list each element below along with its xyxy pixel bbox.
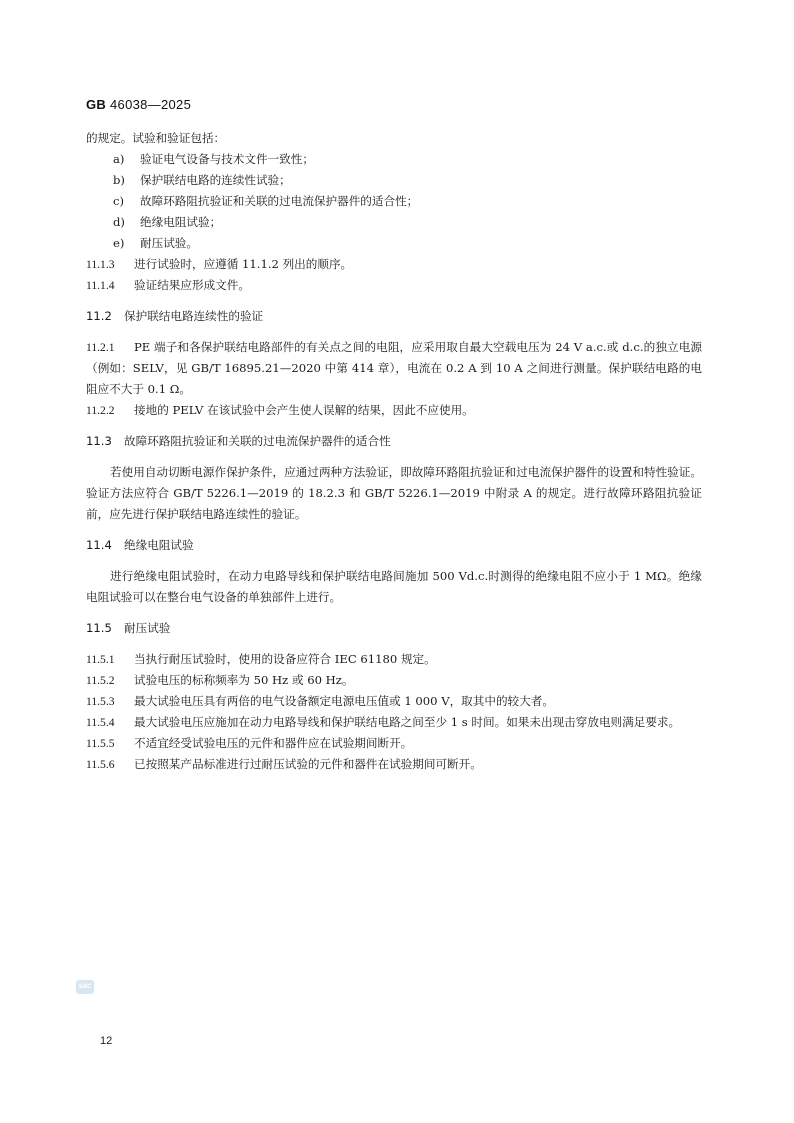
clause-text: 试验电压的标称频率为 50 Hz 或 60 Hz。 — [134, 673, 354, 687]
clause-text: 接地的 PELV 在该试验中会产生使人误解的结果，因此不应使用。 — [134, 403, 474, 417]
standard-prefix: GB — [86, 97, 107, 112]
section-number: 11.2 — [86, 309, 112, 323]
list-item — [86, 212, 702, 233]
list-item-label: d) — [113, 215, 125, 229]
section-title: 保护联结电路连续性的验证 — [124, 309, 264, 323]
clause-11-1-4 — [86, 275, 702, 296]
clause-11-5-6 — [86, 754, 702, 775]
clause-11-5-3 — [86, 691, 702, 712]
standard-number: 46038—2025 — [110, 97, 192, 112]
list-item-text: 耐压试验。 — [140, 236, 198, 250]
document-body — [86, 128, 702, 775]
section-title: 故障环路阻抗验证和关联的过电流保护器件的适合性 — [124, 434, 391, 448]
section-title: 绝缘电阻试验 — [124, 538, 194, 552]
clause-number: 11.5.3 — [86, 695, 115, 708]
clause-text: 进行试验时，应遵循 11.1.2 列出的顺序。 — [134, 257, 353, 271]
list-item-text: 保护联结电路的连续性试验； — [140, 173, 291, 187]
section-11-3-paragraph: 若使用自动切断电源作保护条件，应通过两种方法验证，即故障环路阻抗验证和过电流保护器件的设置和特性验证。验证方法应符合 GB/T 5226.1—2019 的 18.2.3 和 GB/T 5226.1—2019 中附录 A 的规定。进行故障环路阻抗验证前，应先进行保护联结电路连续性的验证。 — [86, 465, 702, 521]
list-item-label: a) — [113, 152, 125, 166]
section-heading-11-5 — [86, 618, 702, 639]
clause-number: 11.5.2 — [86, 674, 115, 687]
section-number: 11.3 — [86, 434, 112, 448]
clause-text: 最大试验电压应施加在动力电路导线和保护联结电路之间至少 1 s 时间。如果未出现击穿放电则满足要求。 — [134, 715, 681, 729]
list-item — [86, 170, 702, 191]
section-11-4-paragraph: 进行绝缘电阻试验时，在动力电路导线和保护联结电路间施加 500 Vd.c.时测得的绝缘电阻不应小于 1 MΩ。绝缘电阻试验可以在整台电气设备的单独部件上进行。 — [86, 569, 702, 604]
clause-11-5-1 — [86, 649, 702, 670]
clause-number: 11.1.3 — [86, 258, 115, 271]
document-header — [86, 97, 191, 112]
clause-number: 11.5.1 — [86, 653, 115, 666]
clause-11-2-1 — [86, 337, 702, 400]
clause-11-5-2 — [86, 670, 702, 691]
clause-text: 验证结果应形成文件。 — [134, 278, 250, 292]
clause-number: 11.5.4 — [86, 716, 115, 729]
list-item-label: e) — [113, 236, 125, 250]
clause-number: 11.5.5 — [86, 737, 115, 750]
clause-number: 11.1.4 — [86, 279, 115, 292]
clause-11-5-4 — [86, 712, 702, 733]
clause-text: 不适宜经受试验电压的元件和器件应在试验期间断开。 — [134, 736, 413, 750]
test-item-list — [86, 149, 702, 254]
section-title: 耐压试验 — [124, 621, 171, 635]
section-heading-11-3 — [86, 431, 702, 452]
clause-text: PE 端子和各保护联结电路部件的有关点之间的电阻，应采用取自最大空载电压为 24 V a.c.或 d.c.的独立电源（例如：SELV，见 GB/T 16895.21—2020 中第 414 章），电流在 0.2 A 到 10 A 之间进行测量。保护联结电路的电阻应不大于 0.1 Ω。 — [86, 340, 702, 396]
list-item — [86, 233, 702, 254]
intro-line: 的规定。试验和验证包括： — [86, 131, 226, 145]
clause-text: 当执行耐压试验时，使用的设备应符合 IEC 61180 规定。 — [134, 652, 436, 666]
section-heading-11-2 — [86, 306, 702, 327]
clause-text: 已按照某产品标准进行过耐压试验的元件和器件在试验期间可断开。 — [134, 757, 482, 771]
sac-watermark-logo: SAC — [76, 980, 94, 994]
clause-number: 11.2.2 — [86, 404, 115, 417]
list-item-text: 绝缘电阻试验； — [140, 215, 222, 229]
list-item-label: c) — [113, 194, 125, 208]
clause-11-2-2 — [86, 400, 702, 421]
list-item-text: 验证电气设备与技术文件一致性； — [140, 152, 314, 166]
list-item-text: 故障环路阻抗验证和关联的过电流保护器件的适合性； — [140, 194, 419, 208]
clause-number: 11.2.1 — [86, 341, 115, 354]
clause-11-1-3 — [86, 254, 702, 275]
section-number: 11.5 — [86, 621, 112, 635]
section-heading-11-4 — [86, 535, 702, 556]
clause-number: 11.5.6 — [86, 758, 115, 771]
list-item — [86, 191, 702, 212]
list-item — [86, 149, 702, 170]
section-number: 11.4 — [86, 538, 112, 552]
page-number: 12 — [100, 1035, 113, 1047]
clause-11-5-5 — [86, 733, 702, 754]
clause-text: 最大试验电压具有两倍的电气设备额定电源电压值或 1 000 V，取其中的较大者。 — [134, 694, 554, 708]
list-item-label: b) — [113, 173, 125, 187]
